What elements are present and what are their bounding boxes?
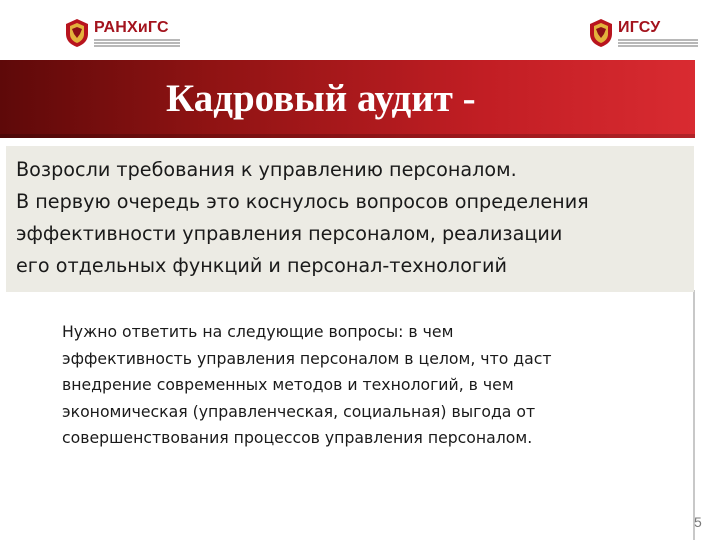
igsu-logo bbox=[588, 18, 698, 48]
ranepa-logo-subtitle bbox=[94, 38, 180, 47]
igsu-logo-subtitle bbox=[618, 38, 698, 47]
slide-title: Кадровый аудит - bbox=[166, 77, 476, 120]
questions-line: совершенствования процессов управления персоналом. bbox=[62, 428, 533, 447]
ranepa-logo-name: РАНХиГС bbox=[94, 18, 169, 36]
igsu-logo-name: ИГСУ bbox=[618, 18, 661, 36]
highlight-line: эффективности управления персоналом, реализации bbox=[16, 222, 563, 245]
highlight-line: В первую очередь это коснулось вопросов определения bbox=[16, 190, 589, 213]
ranepa-logo bbox=[64, 18, 180, 48]
page-number: 5 bbox=[694, 514, 702, 530]
eagle-emblem-icon bbox=[64, 18, 90, 48]
title-band-shadow bbox=[0, 134, 695, 138]
questions-line: внедрение современных методов и технологий, в чем bbox=[62, 375, 514, 394]
highlight-line: его отдельных функций и персонал-технологий bbox=[16, 254, 507, 277]
eagle-emblem-icon bbox=[588, 18, 614, 48]
highlight-box bbox=[6, 146, 694, 292]
questions-line: Нужно ответить на следующие вопросы: в чем bbox=[62, 322, 454, 341]
questions-paragraph bbox=[62, 319, 682, 452]
questions-line: эффективность управления персоналом в целом, что даст bbox=[62, 348, 552, 368]
questions-line: экономическая (управленческая, социальная) выгода от bbox=[62, 401, 536, 421]
highlight-line: Возросли требования к управлению персоналом. bbox=[16, 158, 517, 181]
slide-right-border bbox=[693, 290, 695, 540]
